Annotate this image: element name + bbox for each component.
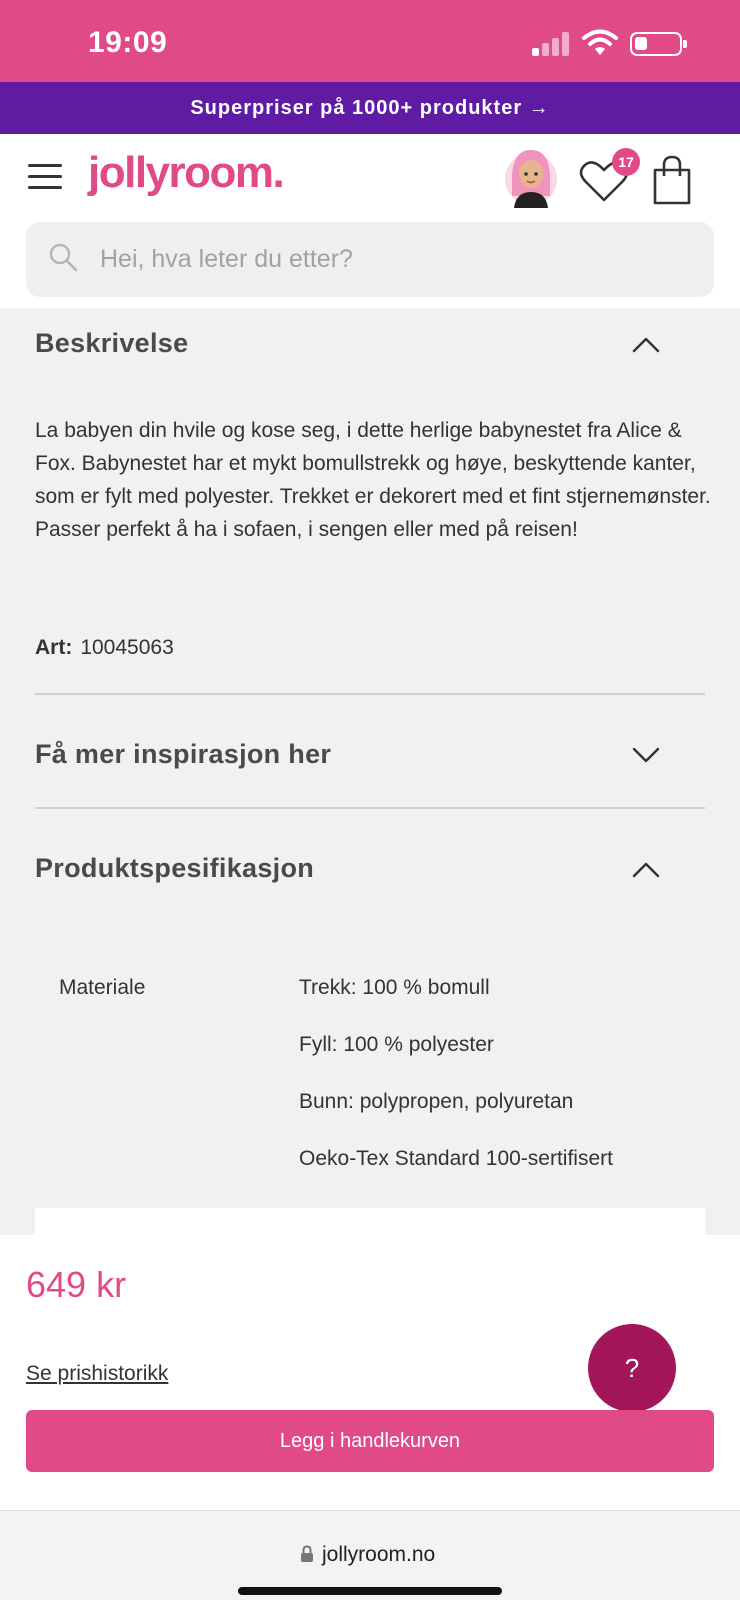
- wishlist-count-badge: 17: [612, 148, 640, 176]
- article-value: 10045063: [80, 636, 174, 659]
- home-indicator[interactable]: [238, 1587, 502, 1595]
- browser-url-bar[interactable]: [0, 1510, 740, 1600]
- specs-title[interactable]: Produktspesifikasjon: [35, 853, 315, 883]
- search-bar: [0, 222, 740, 308]
- spec-label-material: Materiale: [59, 976, 146, 999]
- divider: [35, 693, 705, 695]
- lock-icon: [300, 1545, 314, 1563]
- wifi-icon: [582, 28, 618, 56]
- search-box[interactable]: [26, 222, 714, 297]
- spec-value: Bunn: polypropen, polyuretan: [299, 1090, 574, 1113]
- url-text[interactable]: jollyroom.no: [322, 1543, 436, 1566]
- avatar[interactable]: [504, 146, 558, 208]
- search-icon: [48, 242, 78, 274]
- spec-value: Oeko-Tex Standard 100-sertifisert: [299, 1147, 613, 1170]
- description-text: La babyen din hvile og kose seg, i dette herlige babynestet fra Alice & Fox. Babynestet har et mykt bomullstrekk og høye, beskyttende kanter, som er fylt med polyester. Trekket er dekorert med et fint stjernemønster. Passer perfekt å ha i sofaen, i sengen eller med på reisen!: [35, 419, 711, 541]
- description-title[interactable]: Beskrivelse: [35, 328, 189, 358]
- divider: [35, 807, 705, 809]
- inspiration-title[interactable]: Få mer inspirasjon her: [35, 739, 332, 769]
- add-to-cart-button[interactable]: Legg i handlekurven: [26, 1410, 714, 1472]
- status-bar: [0, 0, 740, 82]
- chevron-up-icon[interactable]: [630, 859, 662, 879]
- chevron-down-icon[interactable]: [630, 745, 662, 765]
- article-label: Art:: [35, 636, 73, 659]
- promo-banner[interactable]: Superpriser på 1000+ produkter →: [0, 82, 740, 134]
- chevron-up-icon[interactable]: [630, 334, 662, 354]
- help-button[interactable]: ?: [588, 1324, 676, 1412]
- spec-card: [35, 1208, 705, 1238]
- site-header: [0, 134, 740, 222]
- battery-icon: [630, 32, 682, 56]
- price: 649 kr: [26, 1264, 127, 1305]
- spec-value: Fyll: 100 % polyester: [299, 1033, 494, 1056]
- signal-icon: [532, 32, 572, 56]
- status-time: 19:09: [88, 26, 168, 59]
- shopping-bag-icon[interactable]: [652, 154, 692, 206]
- article-number: [35, 636, 174, 660]
- price-history-link[interactable]: Se prishistorikk: [26, 1362, 169, 1385]
- spec-value: Trekk: 100 % bomull: [299, 976, 490, 999]
- menu-icon[interactable]: [28, 164, 62, 190]
- logo[interactable]: jollyroom.: [88, 148, 284, 197]
- search-input[interactable]: [100, 222, 690, 297]
